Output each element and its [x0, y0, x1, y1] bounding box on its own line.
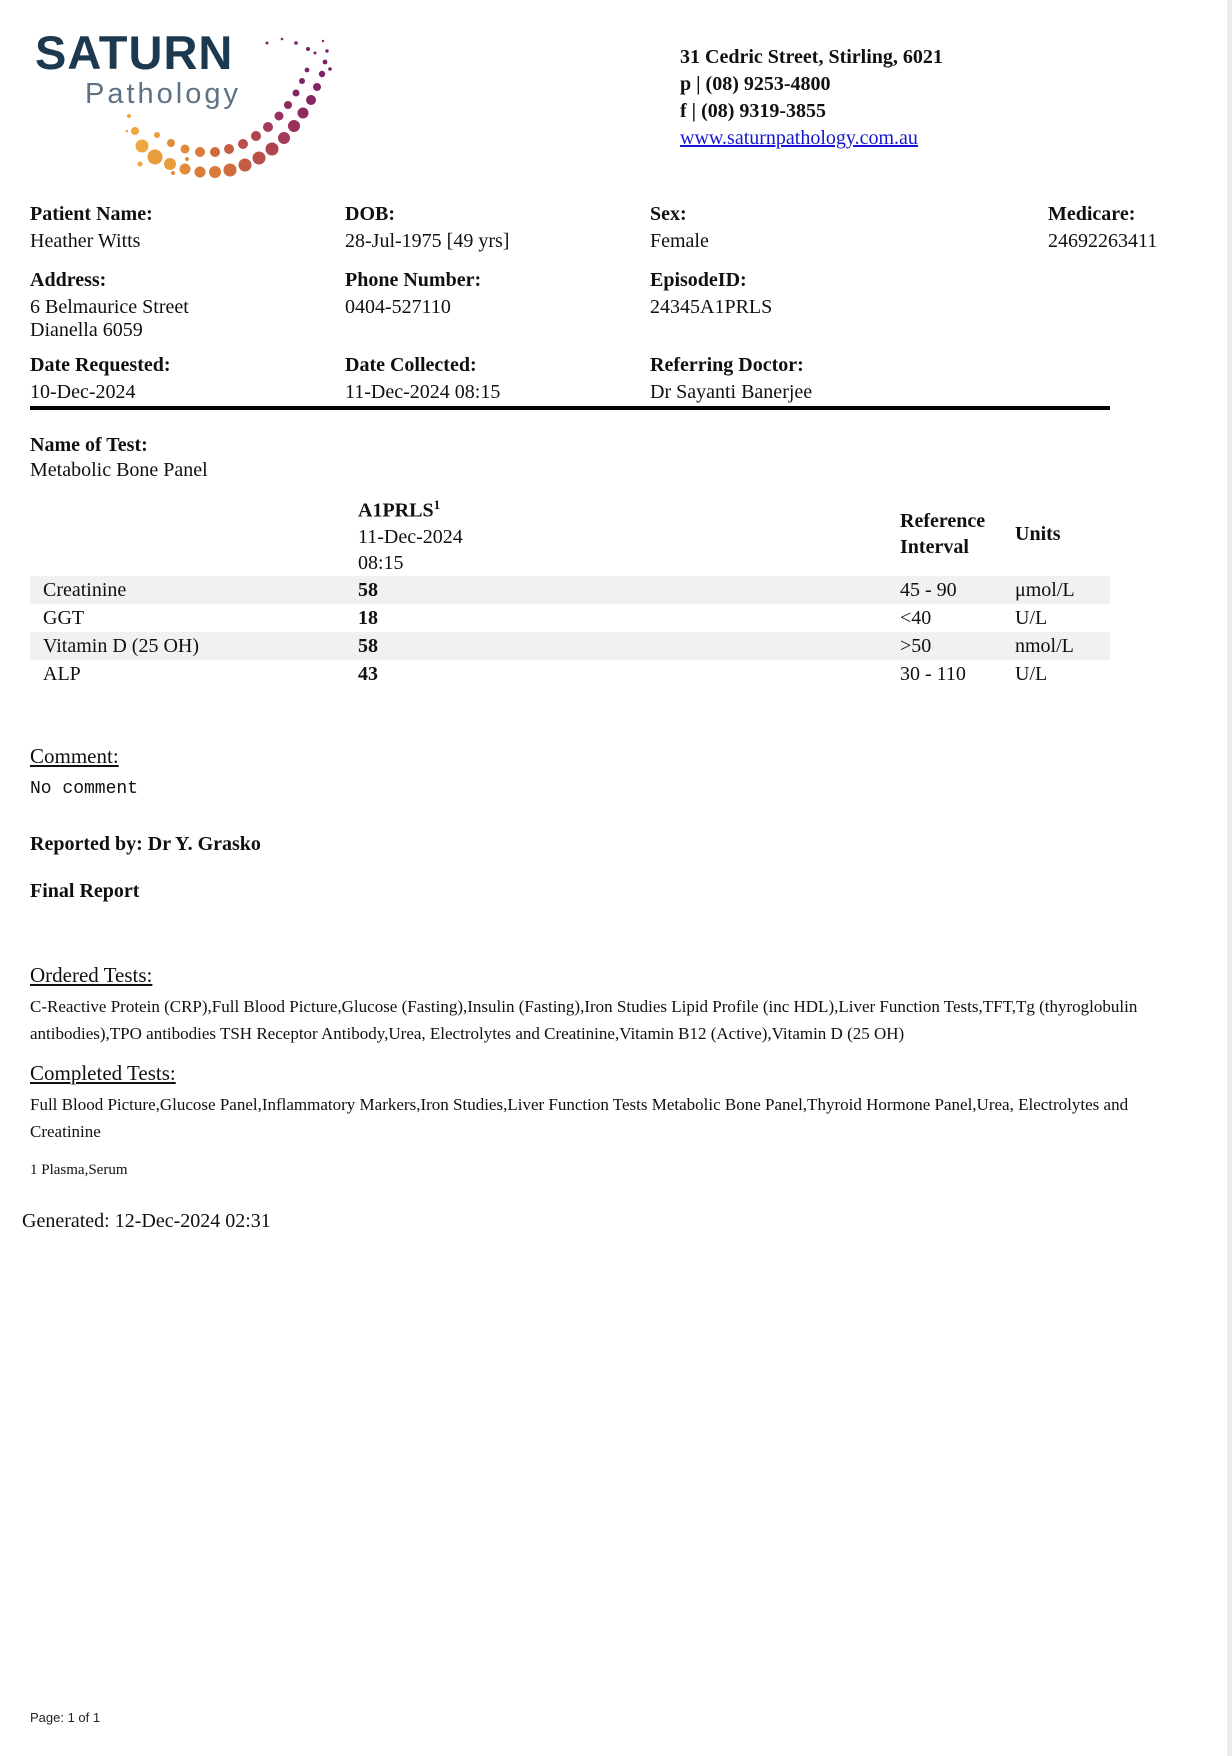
column-units: Units — [1015, 522, 1061, 545]
lab-website-link[interactable]: www.saturnpathology.com.au — [680, 127, 918, 149]
date-requested-value: 10-Dec-2024 — [30, 381, 136, 403]
specimen-footnote: 1 Plasma,Serum — [30, 1161, 128, 1178]
test-name-field — [30, 434, 1200, 482]
page-edge — [1227, 0, 1232, 1756]
analyte-units: nmol/L — [1015, 634, 1074, 657]
final-report-status: Final Report — [30, 879, 140, 902]
episode-value: 24345A1PRLS — [650, 296, 773, 318]
results-table — [30, 492, 1110, 688]
analyte-reference: <40 — [900, 606, 932, 629]
patient-row-1 — [30, 203, 1200, 253]
patient-row-3 — [30, 354, 1200, 404]
date-collected-field — [345, 354, 650, 404]
analyte-reference: 30 - 110 — [900, 662, 966, 685]
completed-tests-list: Full Blood Picture,Glucose Panel,Inflammatory Markers,Iron Studies,Liver Function Tests Metabolic Bone Panel,Thyroid Hormone Panel,Urea, Electrolytes and Creatinine — [30, 1094, 1129, 1141]
patient-name-field — [30, 203, 345, 253]
episode-label: EpisodeID: — [650, 269, 747, 291]
analyte-value: 43 — [358, 662, 378, 685]
sex-label: Sex: — [650, 203, 687, 225]
patient-row-2 — [30, 269, 1200, 342]
column-episode-id: A1PRLS$^1$ — [358, 497, 441, 522]
footnote-marker: 1 — [433, 497, 441, 512]
dob-label: DOB: — [345, 203, 395, 225]
comment-heading: Comment: — [30, 743, 119, 768]
medicare-label: Medicare: — [1048, 203, 1136, 225]
saturn-pathology-logo — [35, 28, 385, 178]
analyte-value: 58 — [358, 578, 378, 601]
section-divider — [30, 406, 1110, 410]
sex-value: Female — [650, 230, 709, 252]
results-header-row — [30, 492, 1110, 576]
lab-phone: p | (08) 9253-4800 — [680, 73, 831, 95]
analyte-units: U/L — [1015, 606, 1048, 629]
report-body — [22, 203, 1200, 1233]
analyte-units: U/L — [1015, 662, 1048, 685]
analyte-name: GGT — [43, 606, 85, 629]
result-row-ggt — [30, 604, 1110, 632]
patient-name-value: Heather Witts — [30, 230, 141, 252]
reported-by: Reported by: Dr Y. Grasko — [30, 832, 261, 855]
generated-timestamp: Generated: 12-Dec-2024 02:31 — [22, 1209, 271, 1232]
medicare-field — [1048, 203, 1200, 253]
date-requested-label: Date Requested: — [30, 354, 171, 376]
phone-value: 0404-527110 — [345, 296, 451, 318]
date-collected-value: 11-Dec-2024 08:15 — [345, 381, 501, 403]
phone-field — [345, 269, 650, 342]
lab-address: 31 Cedric Street, Stirling, 6021 — [680, 46, 943, 68]
referring-doctor-label: Referring Doctor: — [650, 354, 804, 376]
completed-tests-heading: Completed Tests: — [30, 1060, 176, 1085]
analyte-value: 58 — [358, 634, 378, 657]
result-row-alp — [30, 660, 1110, 688]
address-line1: 6 Belmaurice Street — [30, 296, 189, 318]
referring-doctor-field — [650, 354, 1048, 404]
address-line2: Dianella 6059 — [30, 319, 143, 341]
column-collection-date: 11-Dec-2024 — [358, 525, 463, 548]
date-requested-field — [30, 354, 345, 404]
analyte-reference: >50 — [900, 634, 932, 657]
brand-tagline: Pathology — [85, 78, 241, 110]
brand-name: SATURN — [35, 26, 234, 79]
page-number: Page: 1 of 1 — [30, 1710, 101, 1725]
column-reference-interval: Reference Interval — [900, 509, 986, 558]
ordered-tests-heading: Ordered Tests: — [30, 962, 153, 987]
dob-value: 28-Jul-1975 [49 yrs] — [345, 230, 510, 252]
phone-label: Phone Number: — [345, 269, 482, 291]
test-name-value: Metabolic Bone Panel — [30, 459, 208, 481]
address-field — [30, 269, 345, 342]
referring-doctor-value: Dr Sayanti Banerjee — [650, 381, 813, 403]
result-row-vitamin-d — [30, 632, 1110, 660]
comment-body: No comment — [30, 778, 139, 799]
dob-field — [345, 203, 650, 253]
analyte-name: ALP — [43, 662, 81, 685]
address-label: Address: — [30, 269, 107, 291]
test-name-label: Name of Test: — [30, 434, 148, 456]
lab-contact-block — [680, 44, 943, 152]
lab-fax: f | (08) 9319-3855 — [680, 100, 827, 122]
column-collection-time: 08:15 — [358, 551, 404, 574]
medicare-value: 24692263411 — [1048, 230, 1158, 252]
episode-field — [650, 269, 1048, 342]
analyte-units: μmol/L — [1015, 578, 1075, 601]
date-collected-label: Date Collected: — [345, 354, 477, 376]
patient-name-label: Patient Name: — [30, 203, 153, 225]
analyte-value: 18 — [358, 606, 378, 629]
analyte-name: Creatinine — [43, 578, 127, 601]
analyte-reference: 45 - 90 — [900, 578, 957, 601]
analyte-name: Vitamin D (25 OH) — [43, 634, 199, 657]
ordered-tests-list: C-Reactive Protein (CRP),Full Blood Picture,Glucose (Fasting),Insulin (Fasting),Iron Studies Lipid Profile (inc HDL),Liver Function Tests,TFT,Tg (thyroglobulin antibodies),TPO antibodies TSH Receptor Antibody,Urea, Electrolytes and Creatinine,Vitamin B12 (Active),Vitamin D (25 OH) — [30, 996, 1138, 1043]
result-row-creatinine — [30, 576, 1110, 604]
sex-field — [650, 203, 1048, 253]
